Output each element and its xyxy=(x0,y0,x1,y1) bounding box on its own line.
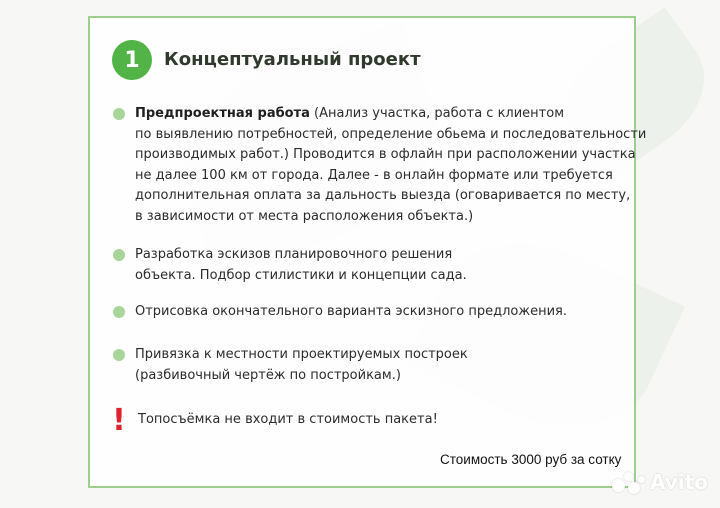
list-item-text xyxy=(135,302,567,323)
text-line: в зависимости от места расположения объекта.) xyxy=(135,208,474,224)
text-line: (разбивочный чертёж по постройкам.) xyxy=(135,367,401,383)
list-item-text xyxy=(135,104,646,228)
bullet-dot xyxy=(113,306,125,318)
text-line: по выявлению потребностей, определение обьема и последовательности xyxy=(135,126,647,142)
text-line: (Анализ участка, работа с клиентом xyxy=(309,106,565,121)
list-item-bold-label: Предпроектная работа xyxy=(135,106,310,121)
bullet-dot xyxy=(113,349,125,361)
list-item-text xyxy=(135,245,467,286)
text-line: производимых работ.) Проводится в офлайн при расположении участка xyxy=(135,147,636,163)
avito-watermark xyxy=(612,470,708,494)
price-text: Стоимость 3000 руб за сотку xyxy=(440,452,622,467)
avito-logo-icon xyxy=(612,470,646,494)
text-line: объекта. Подбор стилистики и концепции сада. xyxy=(135,267,467,283)
text-line: дополнительная оплата за дальность выезда (оговаривается по месту, xyxy=(135,188,631,204)
section-title: Концептуальный проект xyxy=(164,49,421,70)
text-line: Отрисовка окончательного варианта эскизного предложения. xyxy=(135,304,567,319)
exclamation-icon: ! xyxy=(112,403,126,438)
bullet-dot xyxy=(113,249,125,261)
text-line: не далее 100 км от города. Далее - в онлайн формате или требуется xyxy=(135,167,613,183)
warning-text: Топосъёмка не входит в стоимость пакета! xyxy=(138,412,438,427)
text-line: Разработка эскизов планировочного решения xyxy=(135,247,453,262)
list-item-text xyxy=(135,345,468,386)
section-number-badge: 1 xyxy=(112,40,152,80)
bullet-dot xyxy=(113,108,125,120)
text-line: Привязка к местности проектируемых построек xyxy=(135,347,468,362)
watermark-text: Avito xyxy=(650,470,708,494)
